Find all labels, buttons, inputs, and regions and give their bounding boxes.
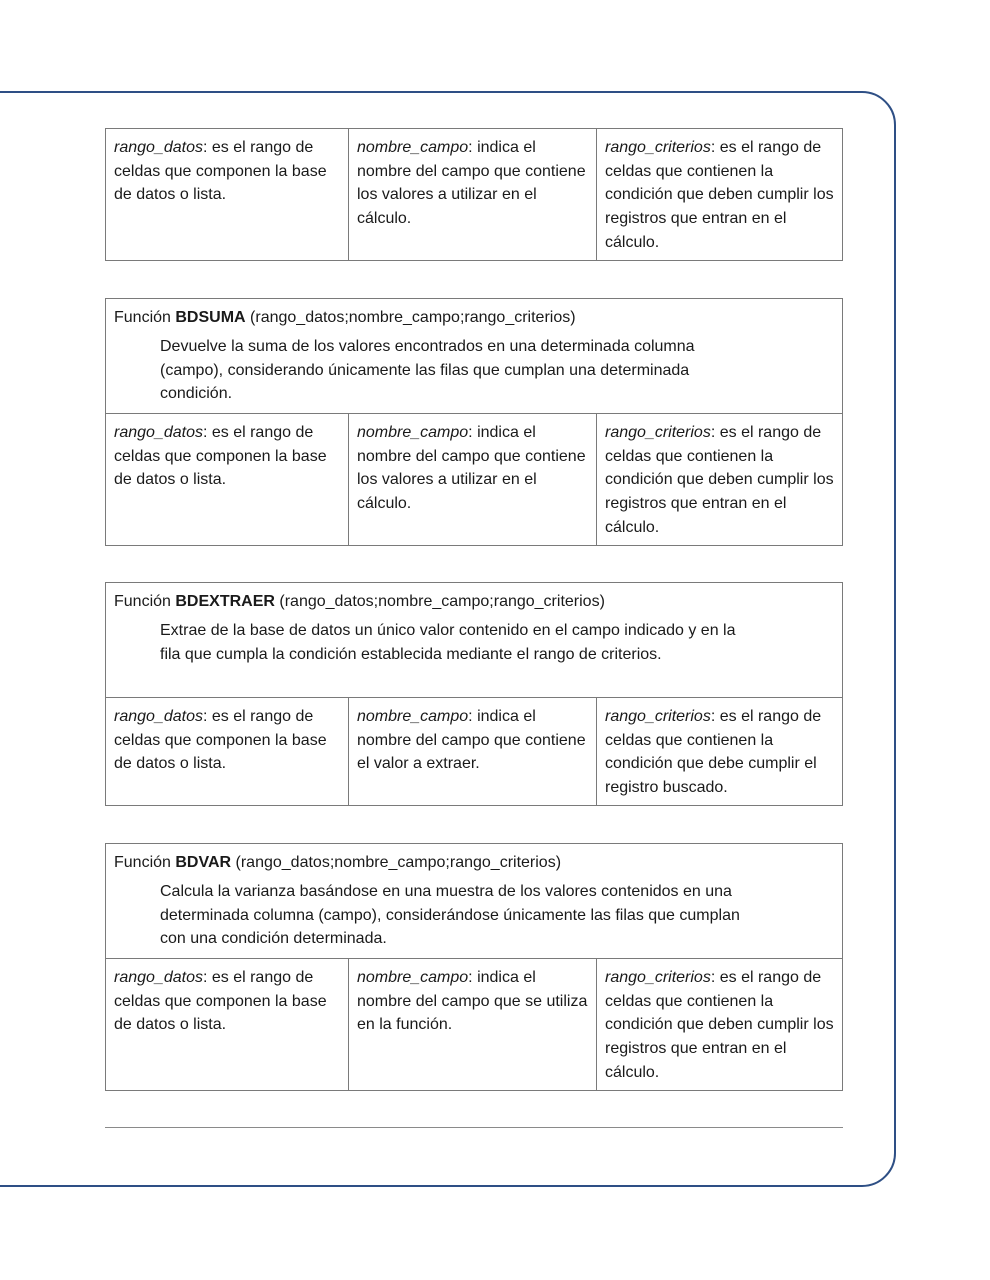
function-header <box>106 583 842 698</box>
function-table-bdsuma <box>105 298 843 546</box>
param-rango-datos: rango_datos: es el rango de celdas que componen la base de datos o lista. <box>106 414 349 545</box>
param-rango-criterios: rango_criterios: es el rango de celdas que contienen la condición que deben cumplir los registros que entran en el cálculo. <box>605 969 834 1081</box>
param-nombre-campo: nombre_campo: indica el nombre del campo que se utiliza en la función. <box>349 959 597 1090</box>
function-signature: Función BDVAR (rango_datos;nombre_campo;rango_criterios) <box>114 854 562 871</box>
param-rango-datos: rango_datos: es el rango de celdas que componen la base de datos o lista. <box>106 959 349 1090</box>
param-nombre-campo: nombre_campo: indica el nombre del campo que contiene el valor a extraer. <box>349 698 597 805</box>
param-nombre-campo: nombre_campo: indica el nombre del campo que contiene los valores a utilizar en el cálculo. <box>349 414 597 545</box>
function-description: Devuelve la suma de los valores encontrados en una determinada columna (campo), considerando únicamente las filas que cumplan una determinada condición. <box>160 338 695 403</box>
function-signature: Función BDSUMA (rango_datos;nombre_campo;rango_criterios) <box>114 309 576 326</box>
function-table-bdvar <box>105 843 843 1091</box>
footer-divider <box>105 1127 843 1128</box>
param-nombre-campo: nombre_campo: indica el nombre del campo que contiene los valores a utilizar en el cálculo. <box>349 129 597 260</box>
param-rango-criterios: rango_criterios: es el rango de celdas que contienen la condición que debe cumplir el registro buscado. <box>605 708 822 797</box>
function-signature: Función BDEXTRAER (rango_datos;nombre_campo;rango_criterios) <box>114 593 605 610</box>
params-row <box>106 959 842 1090</box>
params-row <box>106 414 842 545</box>
param-rango-datos: rango_datos: es el rango de celdas que componen la base de datos o lista. <box>106 698 349 805</box>
function-header <box>106 844 842 959</box>
function-description: Extrae de la base de datos un único valor contenido en el campo indicado y en la fila que cumpla la condición establecida mediante el rango de criterios. <box>160 622 736 663</box>
param-rango-datos: rango_datos: es el rango de celdas que componen la base de datos o lista. <box>106 129 349 260</box>
function-description: Calcula la varianza basándose en una muestra de los valores contenidos en una determinada columna (campo), considerándose únicamente las filas que cumplan con una condición determinada. <box>160 883 740 948</box>
params-row <box>106 129 842 260</box>
param-rango-criterios: rango_criterios: es el rango de celdas que contienen la condición que deben cumplir los registros que entran en el cálculo. <box>605 424 834 536</box>
function-table-bdextraer <box>105 582 843 806</box>
function-header <box>106 299 842 414</box>
param-rango-criterios: rango_criterios: es el rango de celdas que contienen la condición que deben cumplir los registros que entran en el cálculo. <box>605 139 834 251</box>
params-row <box>106 698 842 805</box>
params-table-continued <box>105 128 843 261</box>
